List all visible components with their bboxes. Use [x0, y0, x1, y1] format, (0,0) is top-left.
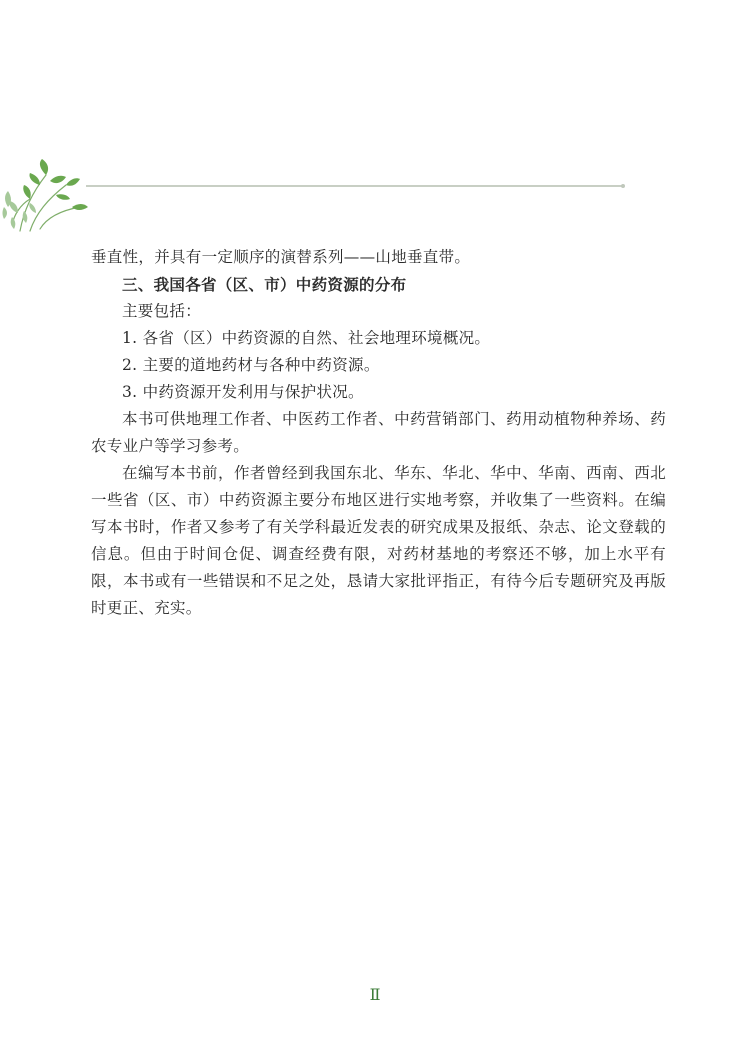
- paragraph-acknowledgement: 在编写本书前，作者曾经到我国东北、华东、华北、华中、华南、西南、西北一些省（区、市）中药资源主要分布地区进行实地考察，并收集了一些资料。在编写本书时，作者又参考了有关学科最近发表的研究成果及报纸、杂志、论文登载的信息。但由于时间仓促、调查经费有限，对药材基地的考察还不够，加上水平有限，本书或有一些错误和不足之处，恳请大家批评指正，有待今后专题研究及再版时更正、充实。: [91, 464, 666, 617]
- page-body: [91, 244, 666, 622]
- paragraph-audience: 本书可供地理工作者、中医药工作者、中药营销部门、药用动植物种养场、药农专业户等学习参考。: [91, 410, 666, 455]
- paragraph-continuation: 垂直性，并具有一定顺序的演替系列——山地垂直带。: [91, 248, 471, 266]
- page-number: Ⅱ: [369, 985, 381, 1004]
- list-item-1: 1. 各省（区）中药资源的自然、社会地理环境概况。: [122, 329, 491, 347]
- section-heading: 三、我国各省（区、市）中药资源的分布: [122, 275, 407, 294]
- paragraph-intro: 主要包括：: [122, 302, 202, 320]
- header-rule: [86, 185, 622, 187]
- list-item-2: 2. 主要的道地药材与各种中药资源。: [122, 356, 380, 374]
- list-item-3: 3. 中药资源开发利用与保护状况。: [122, 383, 364, 401]
- herb-plant-icon: [0, 155, 92, 233]
